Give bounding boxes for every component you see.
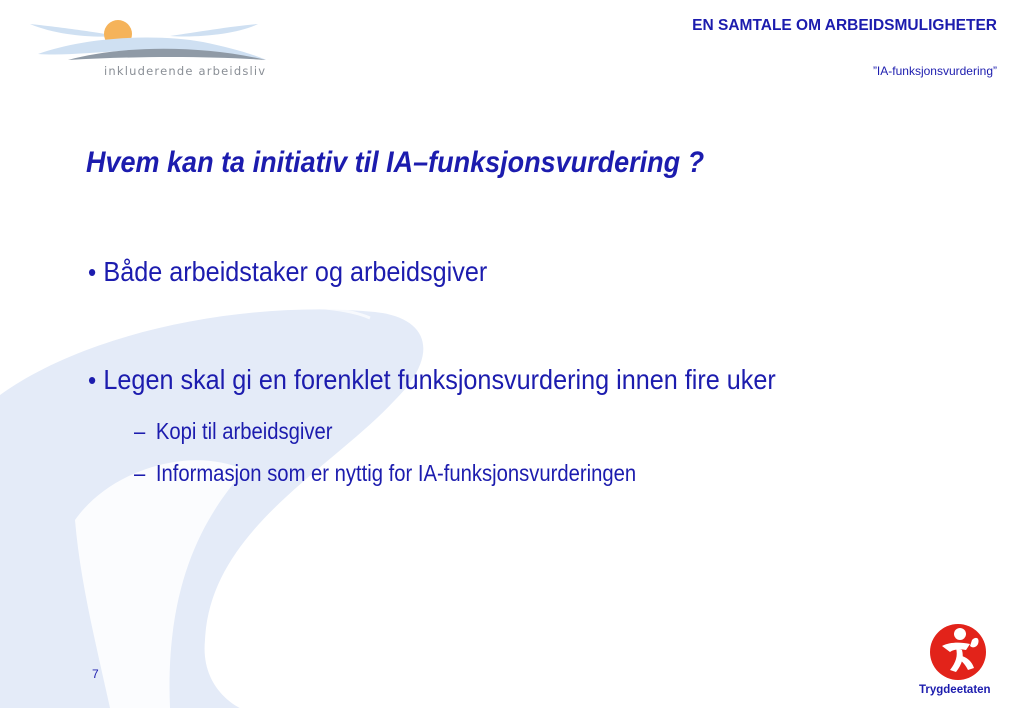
sub-bullet-item — [134, 460, 636, 487]
trygdeetaten-logo-text: Trygdeetaten — [919, 684, 991, 696]
bullet-item — [88, 256, 487, 288]
dash-icon: – — [134, 418, 146, 444]
header-subtitle: ”IA-funksjonsvurdering” — [872, 64, 997, 78]
ia-logo-text: inkluderende arbeidsliv — [104, 64, 267, 78]
bullet-text: Legen skal gi en forenklet funksjonsvurdering innen fire uker — [103, 364, 776, 395]
sub-bullet-item — [134, 418, 332, 445]
dash-icon: – — [134, 460, 146, 486]
sub-bullet-text: Kopi til arbeidsgiver — [155, 418, 333, 444]
header-title: EN SAMTALE OM ARBEIDSMULIGHETER — [692, 17, 997, 34]
bullet-dot-icon: • — [88, 365, 97, 395]
slide-title: Hvem kan ta initiativ til IA–funksjonsvurdering ? — [86, 146, 705, 179]
bullet-dot-icon: • — [88, 257, 97, 287]
bullet-text: Både arbeidstaker og arbeidsgiver — [103, 256, 488, 287]
sub-bullet-text: Informasjon som er nyttig for IA-funksjonsvurderingen — [155, 460, 637, 486]
page-number: 7 — [92, 667, 99, 681]
bullet-item — [88, 364, 776, 396]
trygdeetaten-logo-icon — [928, 622, 988, 682]
